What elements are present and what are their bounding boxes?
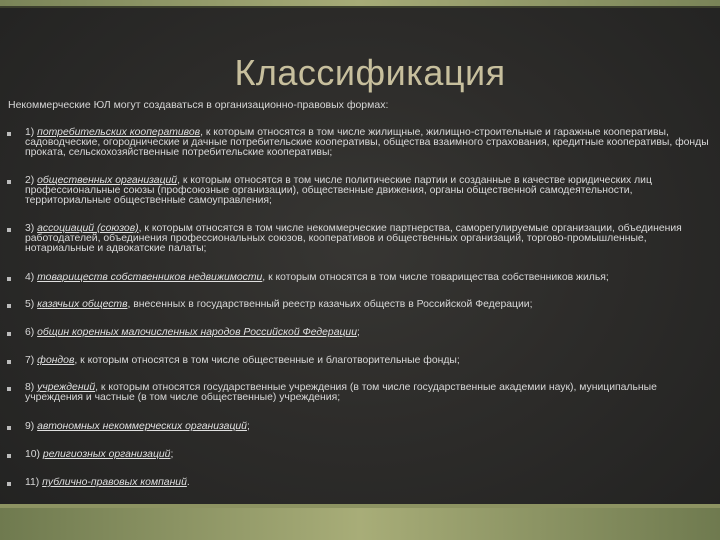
bullet-icon bbox=[7, 304, 11, 308]
list-item-text bbox=[25, 478, 715, 488]
item-link[interactable]: публично-правовых компаний bbox=[42, 477, 187, 488]
bottom-decor-band bbox=[0, 508, 720, 540]
list-item-text bbox=[25, 422, 715, 432]
item-description: , внесенных в государственный реестр казачьих обществ в Российской Федерации; bbox=[127, 299, 533, 310]
list-item-text bbox=[25, 224, 715, 254]
bullet-icon bbox=[7, 180, 11, 184]
item-number: 4) bbox=[25, 272, 35, 283]
item-description: , к которым относятся в том числе некоммерческие партнерства, саморегулируемые организации, объединения работодателей, объединения профессиональных союзов, кооперативов и общественных организаций, торгово-промышленные, нотариальные и адвокатские палаты; bbox=[25, 223, 682, 254]
item-link[interactable]: фондов bbox=[37, 355, 75, 366]
item-description: , к которым относятся в том числе товарищества собственников жилья; bbox=[262, 272, 609, 283]
bullet-icon bbox=[7, 426, 11, 430]
item-link[interactable]: общественных организаций bbox=[37, 175, 178, 186]
item-number: 5) bbox=[25, 299, 35, 310]
bullet-icon bbox=[7, 482, 11, 486]
item-description: ; bbox=[246, 421, 250, 432]
bullet-icon bbox=[7, 332, 11, 336]
item-link[interactable]: автономных некоммерческих организаций bbox=[37, 421, 247, 432]
item-link[interactable]: ассоциаций (союзов) bbox=[37, 223, 139, 234]
item-description: ; bbox=[356, 327, 360, 338]
item-number: 10) bbox=[25, 449, 41, 460]
intro-text: Некоммерческие ЮЛ могут создаваться в организационно-правовых формах: bbox=[8, 99, 389, 111]
bullet-icon bbox=[7, 454, 11, 458]
list-item-text bbox=[25, 450, 715, 460]
list-item-text bbox=[25, 176, 715, 206]
item-number: 7) bbox=[25, 355, 35, 366]
bullet-icon bbox=[7, 277, 11, 281]
item-link[interactable]: товариществ собственников недвижимости bbox=[37, 272, 263, 283]
list-item-text bbox=[25, 300, 715, 310]
item-number: 6) bbox=[25, 327, 35, 338]
list-item-text bbox=[25, 356, 715, 366]
bullet-icon bbox=[7, 387, 11, 391]
bullet-icon bbox=[7, 228, 11, 232]
item-link[interactable]: учреждений bbox=[37, 382, 96, 393]
item-number: 2) bbox=[25, 175, 35, 186]
slide-title: Классификация bbox=[234, 52, 506, 93]
list-item-text bbox=[25, 273, 715, 283]
item-number: 11) bbox=[25, 477, 40, 488]
item-description: , к которым относятся государственные учреждения (в том числе государственные академии наук), муниципальные учреждения и частные (в том числе общественные) учреждения; bbox=[25, 382, 657, 403]
item-link[interactable]: религиозных организаций bbox=[42, 449, 171, 460]
item-number: 9) bbox=[25, 421, 35, 432]
bullet-icon bbox=[7, 132, 11, 136]
list-item-text bbox=[25, 328, 715, 338]
item-description: ; bbox=[170, 449, 174, 460]
bullet-icon bbox=[7, 360, 11, 364]
item-description: , к которым относятся в том числе общественные и благотворительные фонды; bbox=[74, 355, 460, 366]
item-description: , к которым относятся в том числе жилищные, жилищно-строительные и гаражные кооперативы, садоводческие, огороднические и дачные потребительские кооперативы, общества взаимного страхования, кредитные кооперативы, фонды проката, сельскохозяйственные потребительские кооперативы; bbox=[25, 127, 709, 158]
item-number: 8) bbox=[25, 382, 35, 393]
item-link[interactable]: общин коренных малочисленных народов Российской Федерации bbox=[37, 327, 357, 338]
item-description: , к которым относятся в том числе политические партии и созданные в качестве юридических лиц профессиональные союзы (профсоюзные организации), общественные движения, органы общественной самодеятельности, территориальные общественные самоуправления; bbox=[25, 175, 652, 206]
item-link[interactable]: потребительских кооперативов bbox=[37, 127, 201, 138]
list-item-text bbox=[25, 128, 715, 158]
item-description: . bbox=[186, 477, 190, 488]
list-item-text bbox=[25, 383, 715, 403]
item-number: 1) bbox=[25, 127, 35, 138]
item-link[interactable]: казачьих обществ bbox=[37, 299, 128, 310]
item-number: 3) bbox=[25, 223, 35, 234]
